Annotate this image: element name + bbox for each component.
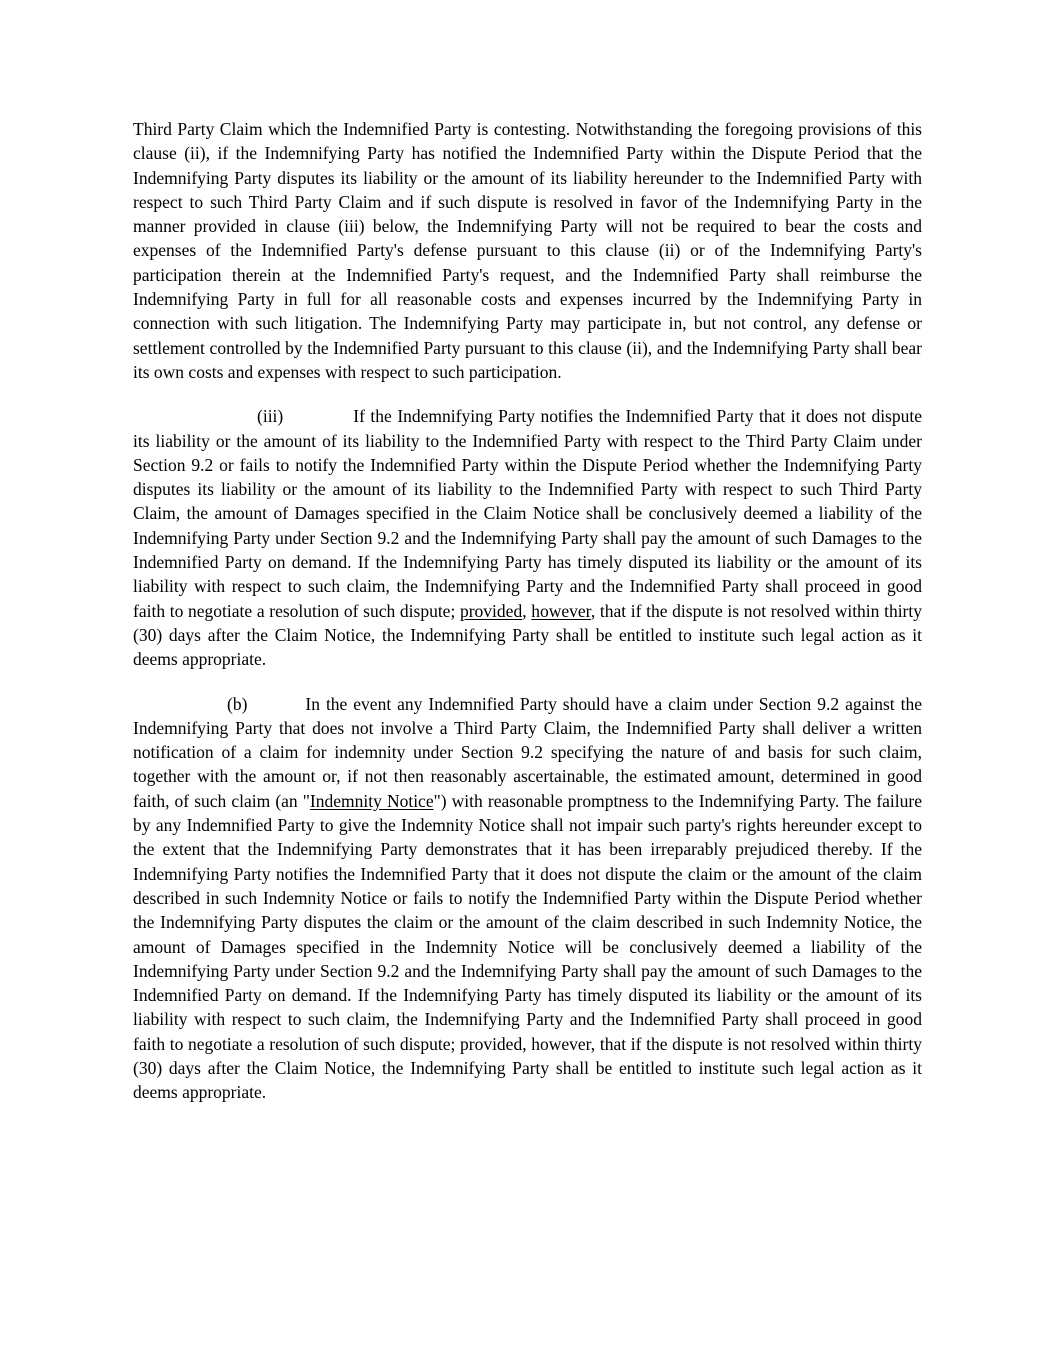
text-segment: ") with reasonable promptness to the Indemnifying Party. The failure by any Indemnified Party to give the Indemnity Notice shall not impair such party's rights hereunder except to the extent that the Indemnifying Party demonstrates that it has been irreparably prejudiced thereby. If the Indemnifying Party notifies the Indemnified Party that it does not dispute the claim or the amount of the claim described in such Indemnity Notice or fails to notify the Indemnified Party within the Dispute Period whether the Indemnifying Party disputes the claim or the amount of the claim described in such Indemnity Notice, the amount of Damages specified in the Indemnity Notice will be conclusively deemed a liability of the Indemnifying Party under Section 9.2 and the Indemnifying Party shall pay the amount of such Damages to the Indemnified Party on demand. If the Indemnifying Party has timely disputed its liability or the amount of its liability with respect to such claim, the Indemnifying Party and the Indemnified Party shall proceed in good faith to negotiate a resolution of such dispute; provided, however, that if the dispute is not resolved within thirty (30) days after the Claim Notice, the Indemnifying Party shall be entitled to institute such legal action as it deems appropriate. — [133, 790, 922, 1103]
text-segment-underlined: provided — [459, 600, 523, 621]
clause-iii-label: (iii) — [257, 406, 284, 427]
text-segment-underlined: however — [531, 600, 591, 621]
text-segment: In the event any Indemnified Party should have a claim under Section 9.2 against the Indemnifying Party that does not involve a Third Party Claim, the Indemnified Party shall deliver a written notification of a claim for indemnity under Section 9.2 specifying the nature of and basis for such claim, together with the amount or, if not then reasonably ascertainable, the estimated amount, determined in good faith, of such claim (an " — [133, 693, 922, 811]
text-segment-underlined: Indemnity Notice — [309, 790, 434, 811]
paragraph-clause-b — [133, 692, 922, 1105]
text-segment: , — [522, 600, 532, 621]
clause-b-label: (b) — [227, 693, 248, 714]
paragraph-clause-ii-continuation: Third Party Claim which the Indemnified Party is contesting. Notwithstanding the foregoing provisions of this clause (ii), if the Indemnifying Party has notified the Indemnified Party within the Dispute Period that the Indemnifying Party disputes its liability or the amount of its liability hereunder to the Indemnified Party with respect to such Third Party Claim and if such dispute is resolved in favor of the Indemnifying Party in the manner provided in clause (iii) below, the Indemnifying Party will not be required to bear the costs and expenses of the Indemnified Party's defense pursuant to this clause (ii) or of the Indemnifying Party's participation therein at the Indemnified Party's request, and the Indemnified Party shall reimburse the Indemnifying Party in full for all reasonable costs and expenses incurred by the Indemnifying Party in connection with such litigation. The Indemnifying Party may participate in, but not control, any defense or settlement controlled by the Indemnified Party pursuant to this clause (ii), and the Indemnifying Party shall bear its own costs and expenses with respect to such participation. — [133, 119, 922, 382]
paragraph-clause-iii — [133, 404, 922, 671]
text-segment: If the Indemnifying Party notifies the Indemnified Party that it does not dispute its liability or the amount of its liability to the Indemnified Party with respect to the Third Party Claim under Section 9.2 or fails to notify the Indemnified Party within the Dispute Period whether the Indemnifying Party disputes its liability or the amount of its liability to the Indemnified Party with respect to such Third Party Claim, the amount of Damages specified in the Claim Notice shall be conclusively deemed a liability of the Indemnifying Party under Section 9.2 and the Indemnifying Party shall pay the amount of such Damages to the Indemnified Party on demand. If the Indemnifying Party has timely disputed its liability or the amount of its liability with respect to such claim, the Indemnifying Party and the Indemnified Party shall proceed in good faith to negotiate a resolution of such dispute; — [133, 406, 922, 621]
text-segment: , that if the dispute is not resolved within thirty (30) days after the Claim Notice, the Indemnifying Party shall be entitled to institute such legal action as it deems appropriate. — [133, 600, 922, 670]
